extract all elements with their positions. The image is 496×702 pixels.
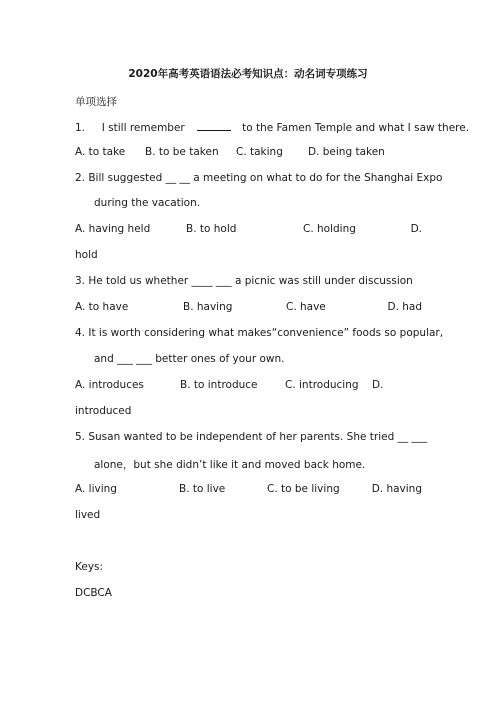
q3-option-c: C. have <box>286 301 326 313</box>
question-5-stem: 5. Susan wanted to be independent of her parents. She tried __ ___ <box>75 431 428 443</box>
q5-option-a: A. living <box>75 483 117 495</box>
q2-option-b: B. to hold <box>186 223 237 235</box>
q1-option-d: D. being taken <box>308 146 385 158</box>
q2-option-d-text: hold <box>75 249 98 261</box>
q4-option-d-text: introduced <box>75 405 132 417</box>
question-1 <box>75 120 469 134</box>
question-1-options <box>75 146 422 160</box>
q4-option-c: C. introducing <box>285 379 359 391</box>
q4-option-a: A. introduces <box>75 379 144 391</box>
q2-option-a: A. having held <box>75 223 151 235</box>
q5-option-d: D. having <box>371 483 422 495</box>
q3-option-d: D. had <box>387 301 422 313</box>
q2-option-d: D. <box>410 223 422 235</box>
section-heading: 单项选择 <box>75 96 117 108</box>
question-4-stem-cont: and ___ ___ better ones of your own. <box>94 353 285 365</box>
q5-option-b: B. to live <box>179 483 226 495</box>
question-3-options <box>75 301 422 315</box>
q3-option-b: B. having <box>183 301 233 313</box>
question-5-stem-cont: alone，but she didn’t like it and moved back home. <box>94 459 366 471</box>
q1-option-a: A. to take <box>75 146 126 158</box>
question-1-stem-end: to the Famen Temple and what I saw there. <box>242 122 470 134</box>
q5-option-c: C. to be living <box>267 483 340 495</box>
question-1-blank <box>197 120 231 131</box>
q4-option-b: B. to introduce <box>180 379 258 391</box>
q5-option-d-text: lived <box>75 509 101 521</box>
question-1-number: 1. <box>75 122 86 134</box>
question-4-stem: 4. It is worth considering what makes“convenience” foods so popular, <box>75 327 444 339</box>
answer-keys: DCBCA <box>75 587 112 599</box>
page-title: 2020年高考英语语法必考知识点：动名词专项练习 <box>128 68 368 80</box>
question-5-options <box>75 483 422 497</box>
question-4-options <box>75 379 422 393</box>
q3-option-a: A. to have <box>75 301 129 313</box>
q1-option-b: B. to be taken <box>145 146 219 158</box>
q4-option-d: D. <box>372 379 384 391</box>
question-2-stem: 2. Bill suggested __ __ a meeting on what to do for the Shanghai Expo <box>75 172 443 184</box>
question-2-options <box>75 223 422 237</box>
question-1-stem-start: I still remember <box>101 122 185 134</box>
keys-label: Keys: <box>75 561 104 573</box>
question-2-stem-cont: during the vacation. <box>94 197 201 209</box>
q2-option-c: C. holding <box>303 223 356 235</box>
question-3-stem: 3. He told us whether ____ ___ a picnic was still under discussion <box>75 275 413 287</box>
q1-option-c: C. taking <box>236 146 283 158</box>
